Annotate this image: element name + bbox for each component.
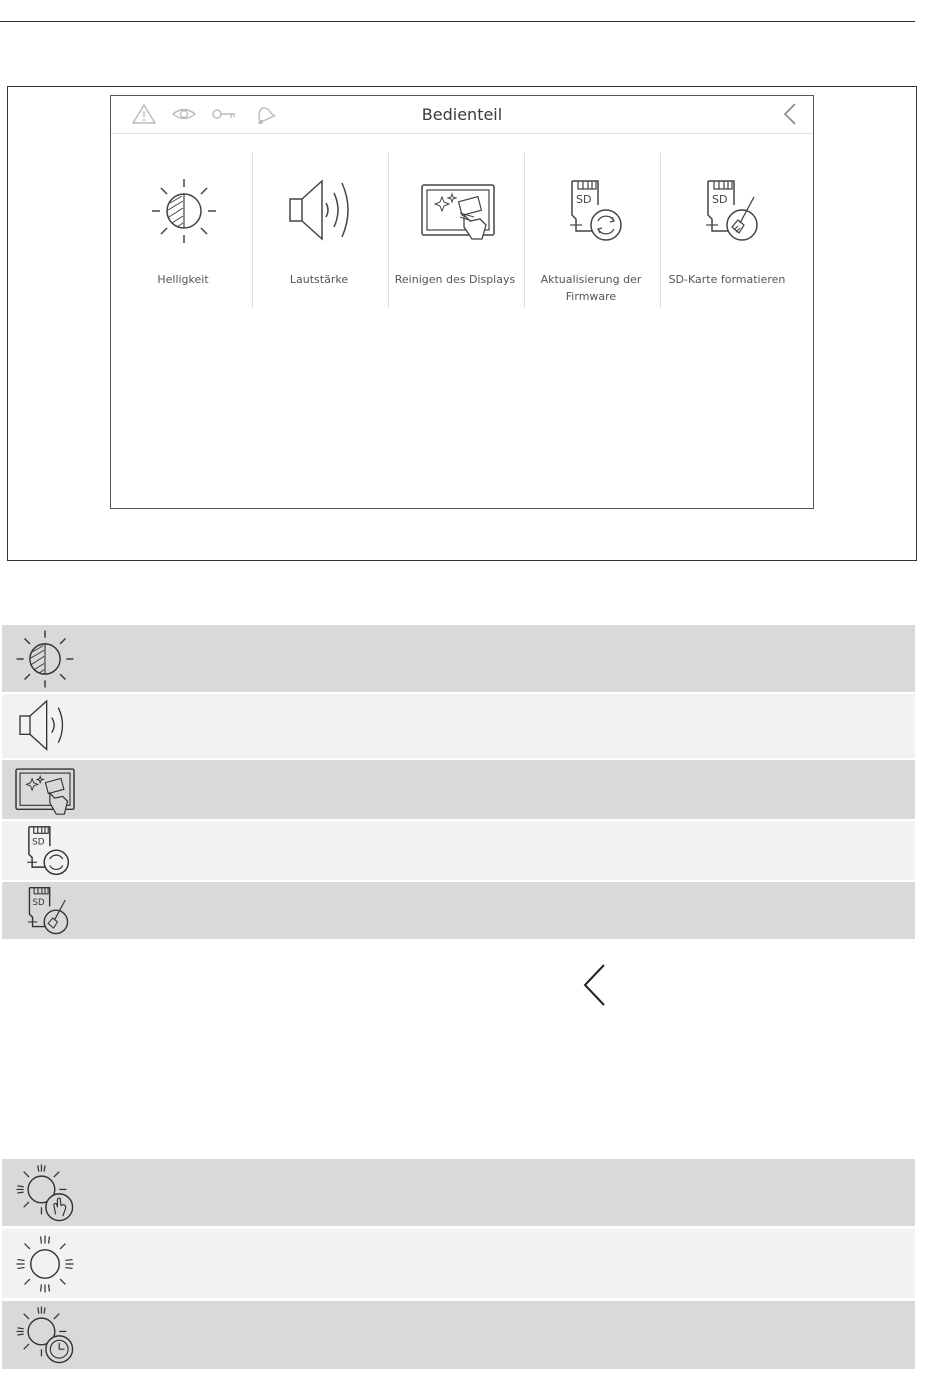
speaker-icon <box>284 175 356 247</box>
icon-cell <box>2 625 88 692</box>
tile-label: SD-Karte formatieren <box>668 273 786 286</box>
screen-title: Bedienteil <box>421 105 503 124</box>
icon-cell <box>2 1229 88 1298</box>
svg-text:SD: SD <box>32 837 45 848</box>
row-description <box>92 882 915 939</box>
tile-brightness[interactable] <box>115 153 251 308</box>
device-screen <box>110 95 814 509</box>
svg-text:SD: SD <box>576 193 592 206</box>
chevron-left-icon <box>783 102 797 126</box>
icon-table-row <box>2 694 915 758</box>
tile-label: Lautstärke <box>289 273 349 286</box>
icon-cell <box>2 882 88 939</box>
svg-text:SD: SD <box>712 193 728 206</box>
brightness-icon <box>13 627 77 691</box>
sun-touch-icon <box>13 1161 77 1225</box>
row-description <box>92 821 915 880</box>
row-description <box>92 760 915 819</box>
icon-table-row <box>2 1229 915 1298</box>
speaker-icon <box>15 696 75 756</box>
row-description <box>92 1301 915 1369</box>
icon-cell <box>2 821 88 880</box>
icon-table-row <box>2 882 915 939</box>
sd-firmware-update-icon <box>16 822 74 880</box>
tile-grid <box>111 153 813 308</box>
tile-label: Helligkeit <box>157 273 209 286</box>
icon-table-row <box>2 625 915 692</box>
icon-table-row <box>2 1301 915 1369</box>
sun-timer-icon <box>13 1303 77 1367</box>
display-cleaning-icon <box>420 175 496 247</box>
back-symbol <box>580 962 610 1013</box>
svg-text:SD: SD <box>32 897 45 908</box>
top-rule <box>0 21 915 22</box>
icon-cell <box>2 760 88 819</box>
chevron-left-icon <box>580 962 610 1008</box>
brightness-icon <box>148 175 220 247</box>
tile-clean-display[interactable] <box>387 153 523 308</box>
icon-table-row <box>2 1159 915 1226</box>
tile-firmware-update[interactable] <box>523 153 659 308</box>
tile-volume[interactable] <box>251 153 387 308</box>
row-description <box>92 1159 915 1226</box>
sd-format-icon <box>17 883 73 939</box>
row-description <box>92 625 915 692</box>
icon-table-row <box>2 821 915 880</box>
icon-cell <box>2 1159 88 1226</box>
row-description <box>92 1229 915 1298</box>
display-cleaning-icon <box>13 761 77 819</box>
icon-cell <box>2 1301 88 1369</box>
back-button[interactable] <box>783 102 797 131</box>
tile-label: Aktualisierung der Firmware <box>540 273 642 303</box>
tile-label: Reinigen des Displays <box>394 273 516 286</box>
sun-icon <box>13 1232 77 1296</box>
icon-cell <box>2 694 88 758</box>
tile-format-sd[interactable] <box>659 153 795 308</box>
icon-table-row <box>2 760 915 819</box>
sd-firmware-update-icon <box>556 175 628 247</box>
row-description <box>92 694 915 758</box>
sd-format-icon <box>692 175 764 247</box>
screen-header <box>111 96 813 134</box>
